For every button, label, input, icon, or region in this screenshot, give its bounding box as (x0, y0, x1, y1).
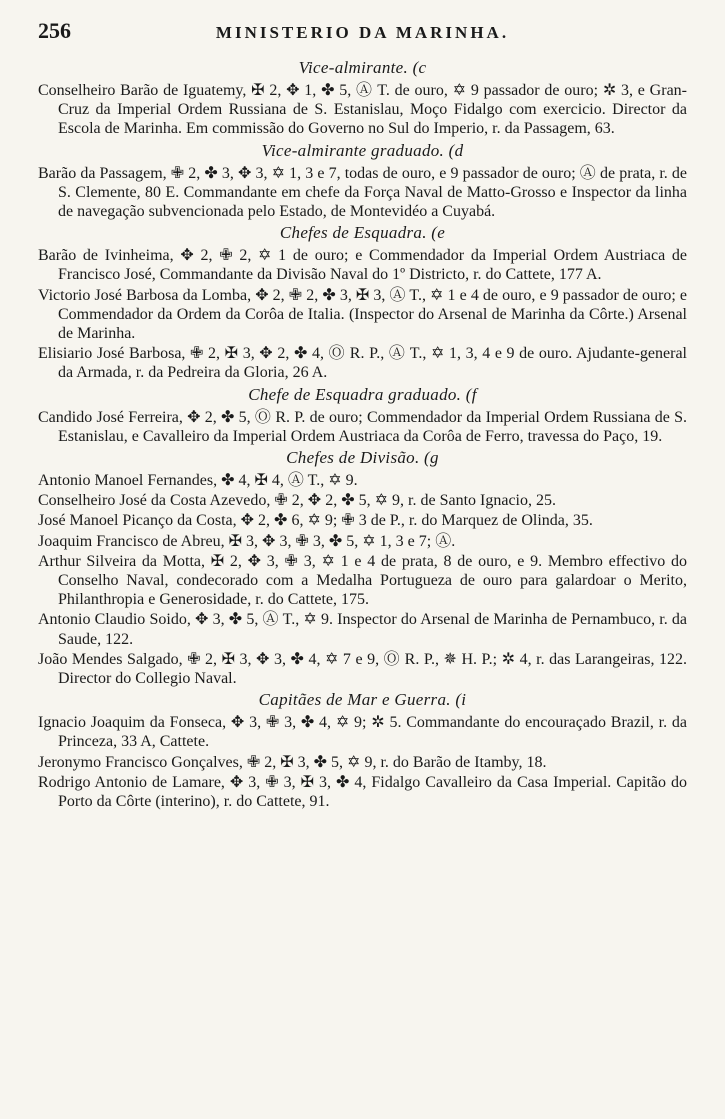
entry-abreu: Joaquim Francisco de Abreu, ✠ 3, ✥ 3, ✙ 3, ✤ 5, ✡ 1, 3 e 7; Ⓐ. (38, 532, 456, 550)
section-heading: Chefes de Esquadra. (e (279, 223, 446, 243)
entry-candido: Candido José Ferreira, ✥ 2, ✤ 5, Ⓞ R. P. de ouro; Commendador da Imperial Ordem Russiana de S. Estanislau, e Cavalleiro da Imperial Ordem Austriaca da Corôa de Ferro, travessa do Paço, 19. (38, 408, 687, 445)
section-vice-almirante (38, 58, 687, 139)
entry-salgado: João Mendes Salgado, ✙ 2, ✠ 3, ✥ 3, ✤ 4, ✡ 7 e 9, Ⓞ R. P., ✵ H. P.; ✲ 4, r. das Larangeiras, 122. Director do Collegio Naval. (38, 650, 687, 688)
running-title: MINISTERIO DA MARINHA. (215, 23, 510, 42)
section-vice-almirante-graduado (38, 141, 687, 222)
entry-elisiario: Elisiario José Barbosa, ✙ 2, ✠ 3, ✥ 2, ✤ 4, Ⓞ R. P., Ⓐ T., ✡ 1, 3, 4 e 9 de ouro. Ajudante-general da Armada, r. da Pedreira da Gloria, 26 A. (38, 345, 687, 382)
section-heading: Vice-almirante. (c (298, 58, 427, 77)
entry-soido: Antonio Claudio Soido, ✥ 3, ✤ 5, Ⓐ T., ✡ 9. Inspector do Arsenal de Marinha de Pernambuco, r. da Saude, 122. (38, 611, 687, 648)
running-head (38, 18, 687, 56)
entry-motta: Arthur Silveira da Motta, ✠ 2, ✥ 3, ✙ 3, ✡ 1 e 4 de prata, 8 de ouro, e 9. Membro effectivo do Conselho Naval, condecorado com a Medalha Portugueza de ouro para galardoar o Merito, Philanthropia e Generosidade, r. do Cattete, 175. (38, 552, 687, 609)
section-heading: Vice-almirante graduado. (d (261, 140, 464, 160)
section-heading: Capitães de Mar e Guerra. (i (258, 690, 467, 710)
entry-fernandes: Antonio Manoel Fernandes, ✤ 4, ✠ 4, Ⓐ T., ✡ 9. (38, 472, 358, 490)
entry-azevedo: Conselheiro José da Costa Azevedo, ✙ 2, ✥ 2, ✤ 5, ✡ 9, r. de Santo Ignacio, 25. (38, 492, 556, 510)
section-heading: Chefes de Divisão. (g (286, 448, 439, 468)
entry-fonseca: Ignacio Joaquim da Fonseca, ✥ 3, ✙ 3, ✤ 4, ✡ 9; ✲ 5. Commandante do encouraçado Brazil, r. da Princeza, 33 A, Cattete. (38, 714, 687, 751)
section-chefe-esquadra-graduado (38, 385, 687, 446)
entry-picanco: José Manoel Picanço da Costa, ✥ 2, ✤ 6, ✡ 9; ✙ 3 de P., r. do Marquez de Olinda, 35. (38, 512, 593, 530)
section-chefes-de-esquadra (38, 223, 687, 382)
entry-ivinheima: Barão de Ivinheima, ✥ 2, ✙ 2, ✡ 1 de ouro; e Commendador da Imperial Ordem Austriaca de Francisco José, Commandante da Divisão Naval do 1º Districto, r. do Cattete, 177 A. (38, 247, 687, 284)
entry-iguatemy: Conselheiro Barão de Iguatemy, ✠ 2, ✥ 1, ✤ 5, Ⓐ T. de ouro, ✡ 9 passador de ouro; ✲ 3, e Gran-Cruz da Imperial Ordem Russiana de S. Estanislau, Moço Fidalgo com exercicio. Director da Escola de Marinha. Em commissão do Governo no Sul do Imperio, r. da Passagem, 63. (38, 82, 687, 138)
entry-goncalves: Jeronymo Francisco Gonçalves, ✙ 2, ✠ 3, ✤ 5, ✡ 9, r. do Barão de Itamby, 18. (38, 753, 547, 771)
section-chefes-de-divisao (38, 448, 687, 688)
section-capitaes-mar-guerra (38, 690, 687, 811)
entry-lamare: Rodrigo Antonio de Lamare, ✥ 3, ✙ 3, ✠ 3, ✤ 4, Fidalgo Cavalleiro da Casa Imperial. Capitão do Porto da Côrte (interino), r. do Cattete, 91. (38, 773, 687, 811)
section-heading: Chefe de Esquadra graduado. (f (248, 384, 477, 404)
page-number: 256 (38, 18, 71, 43)
entry-passagem: Barão da Passagem, ✙ 2, ✤ 3, ✥ 3, ✡ 1, 3 e 7, todas de ouro, e 9 passador de ouro; Ⓐ de prata, r. de S. Clemente, 80 E. Commandante em chefe da Força Naval de Matto-Grosso e Inspector da linha de navegação subvencionada pelo Estado, de Montevidéo a Cuyabá. (38, 164, 688, 221)
entry-lomba: Victorio José Barbosa da Lomba, ✥ 2, ✙ 2, ✤ 3, ✠ 3, Ⓐ T., ✡ 1 e 4 de ouro, e 9 passador de ouro; e Commendador da Ordem da Corôa de Italia. (Inspector do Arsenal de Marinha da Côrte.) Arsenal de Marinha. (38, 286, 687, 343)
